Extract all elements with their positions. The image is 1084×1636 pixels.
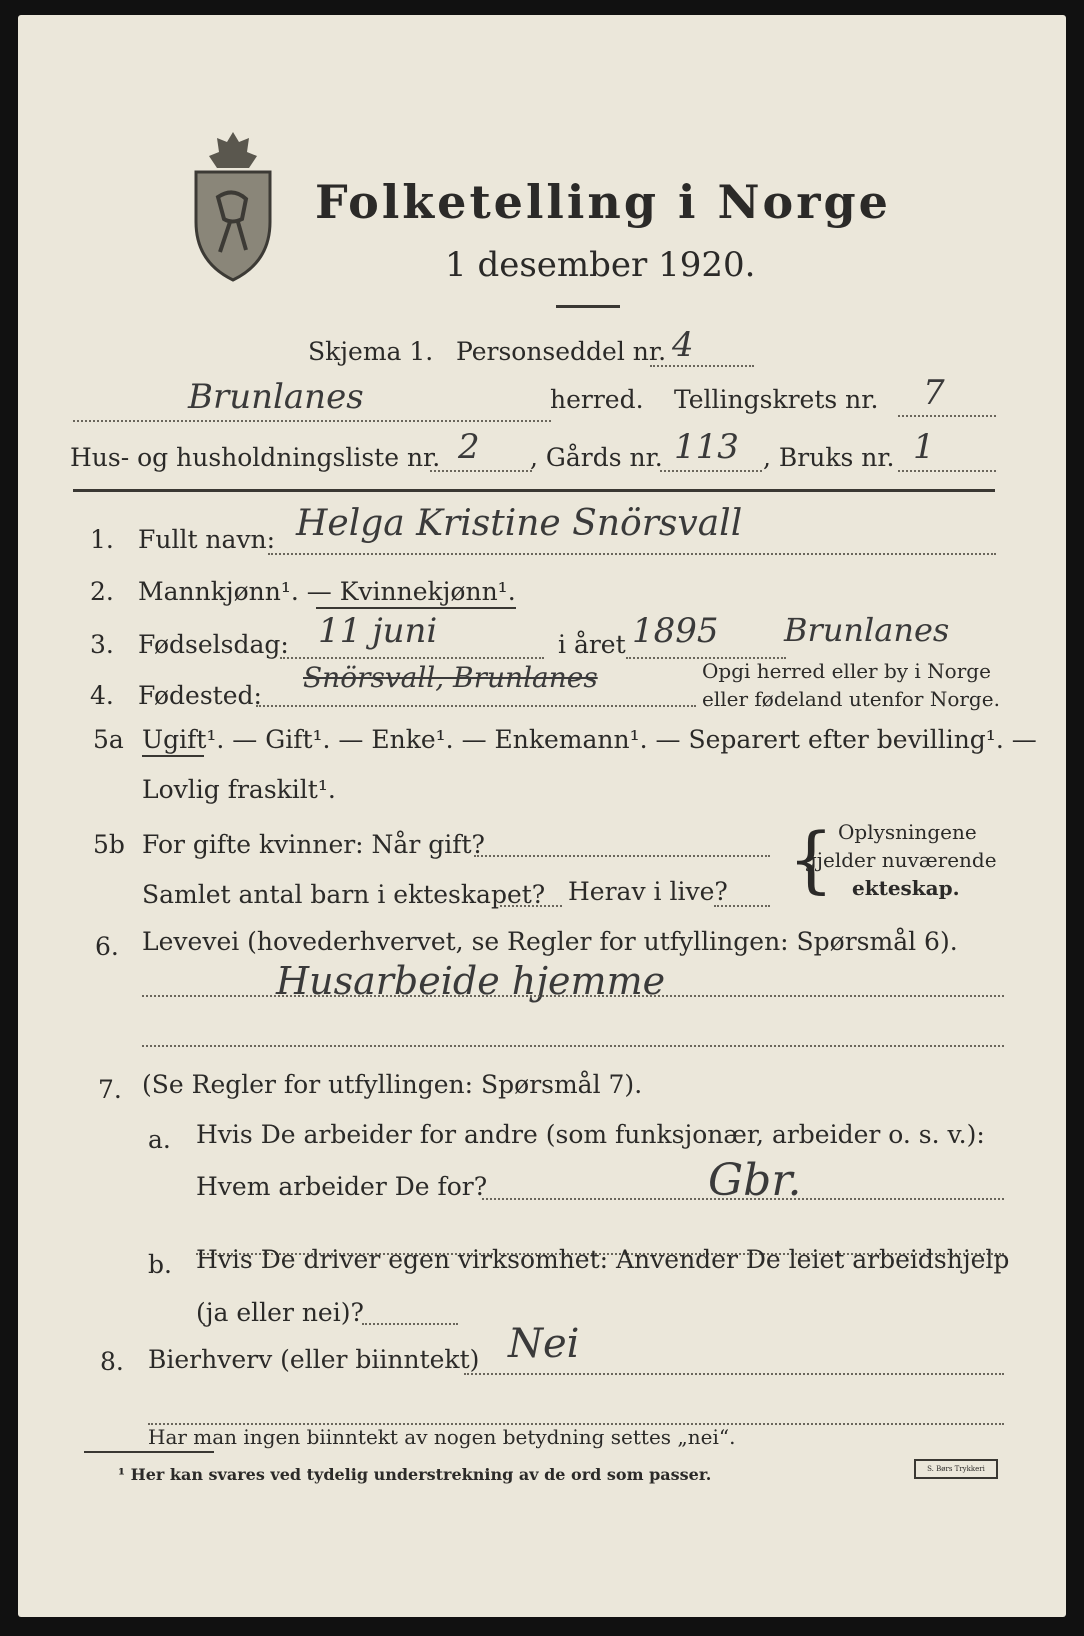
- q5a-number: 5a: [93, 725, 124, 754]
- gards-value[interactable]: 113: [674, 427, 739, 467]
- personseddel-label: Personseddel nr.: [456, 337, 667, 366]
- q6-number: 6.: [95, 932, 119, 961]
- herred-label: herred.: [550, 385, 644, 414]
- year-label: i året: [558, 630, 626, 659]
- q2-label: Mannkjønn¹. — Kvinnekjønn¹.: [138, 577, 516, 606]
- bruks-value[interactable]: 1: [913, 427, 935, 467]
- q1-label: Fullt navn:: [138, 525, 276, 554]
- personseddel-value[interactable]: 4: [672, 325, 694, 365]
- q7a-number: a.: [148, 1125, 171, 1154]
- brace: {: [788, 817, 834, 901]
- q4-note-2: eller fødeland utenfor Norge.: [702, 687, 1000, 711]
- skjema-label: Skjema 1.: [308, 337, 434, 366]
- side-income-value[interactable]: Nei: [508, 1321, 580, 1367]
- birth-year-value[interactable]: 1895: [632, 611, 719, 651]
- q7a-line2: Hvem arbeider De for?: [196, 1172, 488, 1201]
- q4-label: Fødested:: [138, 681, 262, 710]
- q6-label: Levevei (hovederhvervet, se Regler for utfyllingen: Spørsmål 6).: [142, 927, 958, 956]
- census-date: 1 desember 1920.: [445, 245, 756, 285]
- q3-number: 3.: [90, 630, 114, 659]
- employer-value[interactable]: Gbr.: [708, 1155, 802, 1206]
- q5b-note-3: ekteskap.: [852, 876, 960, 900]
- q5b-line2b: Herav i live?: [568, 877, 728, 906]
- q5a-line2: Lovlig fraskilt¹.: [142, 775, 336, 804]
- full-name-value[interactable]: Helga Kristine Snörsvall: [296, 503, 743, 544]
- footnote-rule: [84, 1451, 214, 1453]
- title-divider: [556, 305, 620, 308]
- header-rule: [73, 489, 995, 492]
- census-form-sheet: [18, 15, 1066, 1617]
- norway-coat-of-arms-icon: [188, 127, 278, 282]
- q5b-note-2: gjelder nuværende: [804, 848, 997, 872]
- tellingskrets-label: Tellingskrets nr.: [674, 385, 879, 414]
- q5b-note-1: Oplysningene: [838, 820, 977, 844]
- q8-label: Bierhverv (eller biinntekt): [148, 1345, 480, 1374]
- q7b-line1: Hvis De driver egen virksomhet: Anvender De leiet arbeidshjelp: [196, 1245, 1010, 1274]
- q7-number: 7.: [98, 1075, 122, 1104]
- q5b-line2a: Samlet antal barn i ekteskapet?: [142, 880, 546, 909]
- form-title: Folketelling i Norge: [315, 175, 891, 229]
- herred-value[interactable]: Brunlanes: [188, 377, 364, 417]
- q7a-line1: Hvis De arbeider for andre (som funksjonær, arbeider o. s. v.):: [196, 1120, 985, 1149]
- q5b-line1: For gifte kvinner: Når gift?: [142, 830, 485, 859]
- footnote: ¹ Her kan svares ved tydelig understrekning av de ord som passer.: [118, 1465, 712, 1484]
- q5a-line1: Ugift¹. — Gift¹. — Enke¹. — Enkemann¹. — Separert efter bevilling¹. —: [142, 725, 1037, 754]
- printer-stamp: S. Børs Trykkeri: [914, 1459, 998, 1479]
- q8-number: 8.: [100, 1347, 124, 1376]
- q3-label: Fødselsdag:: [138, 630, 289, 659]
- q7b-line2: (ja eller nei)?: [196, 1298, 364, 1327]
- q7b-number: b.: [148, 1250, 172, 1279]
- hus-label: Hus- og husholdningsliste nr.: [70, 443, 441, 472]
- q5b-number: 5b: [93, 830, 125, 859]
- ugift-underline: [142, 755, 204, 757]
- birth-place-extra[interactable]: Brunlanes: [784, 611, 950, 649]
- hus-value[interactable]: 2: [458, 427, 480, 467]
- gards-label: , Gårds nr.: [530, 443, 663, 472]
- tellingskrets-value[interactable]: 7: [923, 373, 945, 413]
- occupation-value[interactable]: Husarbeide hjemme: [276, 959, 666, 1003]
- birthday-value[interactable]: 11 juni: [318, 611, 438, 651]
- kvinnekjonn-underline: [316, 607, 516, 609]
- q4-note-1: Opgi herred eller by i Norge: [702, 659, 991, 683]
- q8-note: Har man ingen biinntekt av nogen betydning settes „nei“.: [148, 1425, 736, 1449]
- q4-number: 4.: [90, 681, 114, 710]
- bruks-label: , Bruks nr.: [763, 443, 895, 472]
- q7-label: (Se Regler for utfyllingen: Spørsmål 7).: [142, 1070, 643, 1099]
- q2-number: 2.: [90, 577, 114, 606]
- birthplace-value[interactable]: Snörsvall, Brunlanes: [303, 661, 598, 694]
- q1-number: 1.: [90, 525, 114, 554]
